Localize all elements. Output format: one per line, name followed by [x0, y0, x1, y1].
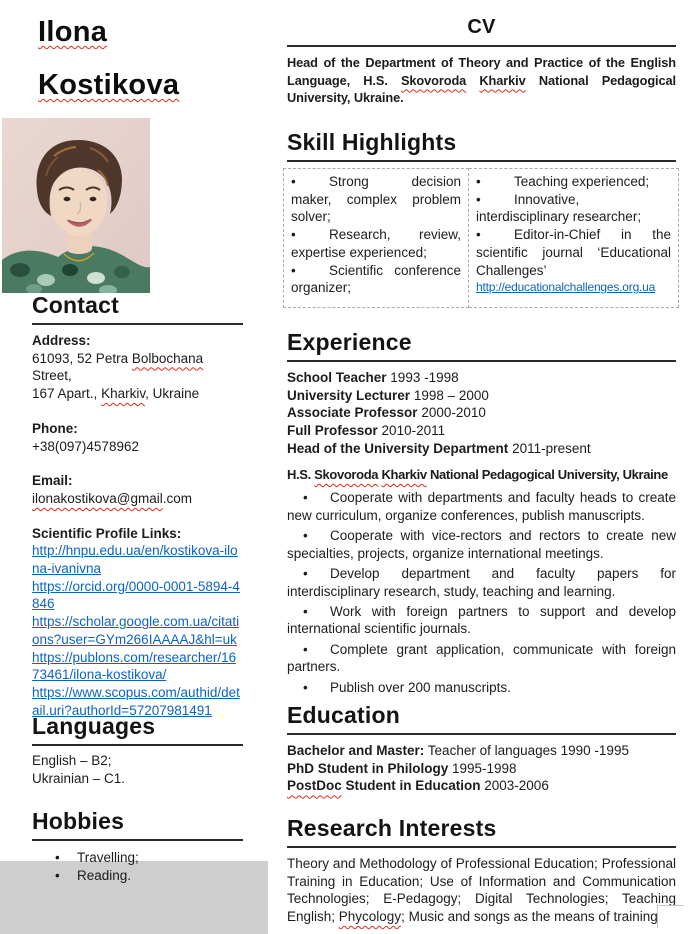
- bullet-icon: •: [303, 527, 308, 543]
- experience-duty: • Complete grant application, communicate with foreign partners.: [287, 641, 676, 675]
- email-label: Email:: [32, 473, 73, 489]
- experience-role: Head of the University Department 2011-present: [287, 440, 591, 456]
- skill-item: • Research, review, expertise experienced;: [291, 227, 461, 260]
- bullet-icon: •: [55, 867, 60, 883]
- address-label: Address:: [32, 333, 91, 348]
- bullet-icon: •: [291, 174, 296, 189]
- experience-duty: • Develop department and faculty papers for interdisciplinary research, study, teaching and learning.: [287, 565, 676, 599]
- skills-table-wrap: [283, 168, 679, 308]
- bullet-icon: •: [476, 227, 481, 243]
- language-item-ukrainian: Ukrainian – C1.: [32, 770, 126, 786]
- name-first: Ilona: [38, 16, 108, 48]
- profile-link-scholar[interactable]: https://scholar.google.com.ua/citations?user=GYm266IAAAAJ&hl=uk: [32, 614, 240, 647]
- research-interests-paragraph: Theory and Methodology of Professional Education; Professional Training in Education; Use of Information and Communication Technologies; E-Pedagogy; Digital Technologies; Teaching English; Phycology; Music and songs as the means of training: [287, 856, 676, 925]
- skills-cell-right: [469, 169, 679, 308]
- bullet-icon: •: [291, 227, 296, 243]
- name-first-line: [38, 16, 107, 49]
- experience-duties: [287, 489, 676, 699]
- bullet-icon: •: [476, 191, 481, 207]
- experience-role: School Teacher 1993 -1998: [287, 370, 459, 385]
- hobby-item-travelling: • Travelling;: [55, 850, 139, 865]
- contact-section: [32, 292, 243, 719]
- skill-item: • Scientific conference organizer;: [291, 262, 461, 296]
- bullet-icon: •: [476, 174, 481, 189]
- bullet-icon: •: [303, 679, 308, 695]
- profile-link-hnpu[interactable]: http://hnpu.edu.ua/en/kostikova-ilona-ivanivna: [32, 543, 238, 577]
- experience-roles: [287, 369, 676, 458]
- hobby-item-reading: • Reading.: [55, 867, 132, 883]
- bullet-icon: •: [303, 641, 308, 657]
- skill-item: • Strong decision maker, complex problem solver;: [291, 174, 461, 225]
- experience-duty: • Cooperate with departments and faculty heads to create new curriculum, organize conferences, publish manuscripts.: [287, 490, 676, 523]
- page-boundary-corner-mark: [657, 905, 684, 928]
- bullet-icon: •: [303, 565, 308, 581]
- research-interests-heading: Research Interests: [287, 815, 676, 848]
- bullet-icon: •: [303, 603, 308, 619]
- name-last: Kostikova: [38, 69, 180, 101]
- name-last-line: [38, 69, 179, 102]
- bullet-icon: •: [303, 490, 308, 505]
- experience-heading: Experience: [287, 329, 676, 362]
- education-heading: Education: [287, 702, 676, 735]
- languages-section: [32, 713, 243, 787]
- languages-heading: Languages: [32, 713, 243, 746]
- experience-role: Associate Professor 2000-2010: [287, 405, 486, 421]
- cv-intro-paragraph: Head of the Department of Theory and Practice of the English Language, H.S. Skovoroda Kharkiv National Pedagogical University, Ukraine.: [287, 55, 676, 106]
- profile-photo: [2, 118, 150, 293]
- skill-item: • Teaching experienced;: [476, 174, 650, 189]
- educational-challenges-link[interactable]: http://educationalchallenges.org.ua: [476, 280, 656, 295]
- profile-link-scopus[interactable]: https://www.scopus.com/authid/detail.uri?authorId=57207981491: [32, 684, 240, 718]
- language-item-english: English – B2;: [32, 753, 112, 768]
- skill-highlights-table: [283, 168, 679, 308]
- experience-duty: • Publish over 200 manuscripts.: [287, 679, 676, 697]
- experience-role: University Lecturer 1998 – 2000: [287, 387, 489, 403]
- experience-duty: • Work with foreign partners to support and develop international scientific journals.: [287, 603, 676, 637]
- cv-heading: CV: [287, 15, 676, 47]
- contact-heading: Contact: [32, 292, 243, 325]
- skill-item: • Innovative, interdisciplinary researcher;: [476, 191, 642, 225]
- skills-cell-left: [284, 169, 469, 308]
- hobbies-section: [32, 808, 243, 884]
- employer-line: H.S. Skovoroda Kharkiv National Pedagogical University, Ukraine: [287, 467, 668, 482]
- education-row: PostDoc Student in Education 2003-2006: [287, 778, 549, 794]
- address-line1: 61093, 52 Petra Bolbochana Street,: [32, 350, 204, 384]
- bullet-icon: •: [55, 850, 60, 865]
- experience-duty: • Cooperate with vice-rectors and rectors to create new specialties, projects, organize international meetings.: [287, 527, 676, 561]
- phone-label: Phone:: [32, 420, 78, 436]
- skills-heading: Skill Highlights: [287, 129, 676, 162]
- education-rows: [287, 742, 676, 795]
- hobbies-heading: Hobbies: [32, 808, 243, 841]
- email-value: ilonakostikova@gmail.com: [32, 490, 193, 506]
- education-row: PhD Student in Philology 1995-1998: [287, 760, 517, 776]
- profile-link-publons[interactable]: https://publons.com/researcher/1673461/ilona-kostikova/: [32, 649, 237, 683]
- address-line2: 167 Apart., Kharkiv, Ukraine: [32, 386, 200, 402]
- experience-role: Full Professor 2010-2011: [287, 423, 446, 439]
- phone-value: +38(097)4578962: [32, 438, 139, 454]
- profile-links-label: Scientific Profile Links:: [32, 525, 182, 541]
- bullet-icon: •: [291, 262, 296, 278]
- skill-item: • Editor-in-Chief in the scientific journal ‘Educational Challenges’: [476, 227, 671, 278]
- education-row: Bachelor and Master: Teacher of languages 1990 -1995: [287, 743, 629, 758]
- profile-photo-art: [2, 118, 150, 293]
- profile-link-orcid[interactable]: https://orcid.org/0000-0001-5894-4846: [32, 578, 240, 612]
